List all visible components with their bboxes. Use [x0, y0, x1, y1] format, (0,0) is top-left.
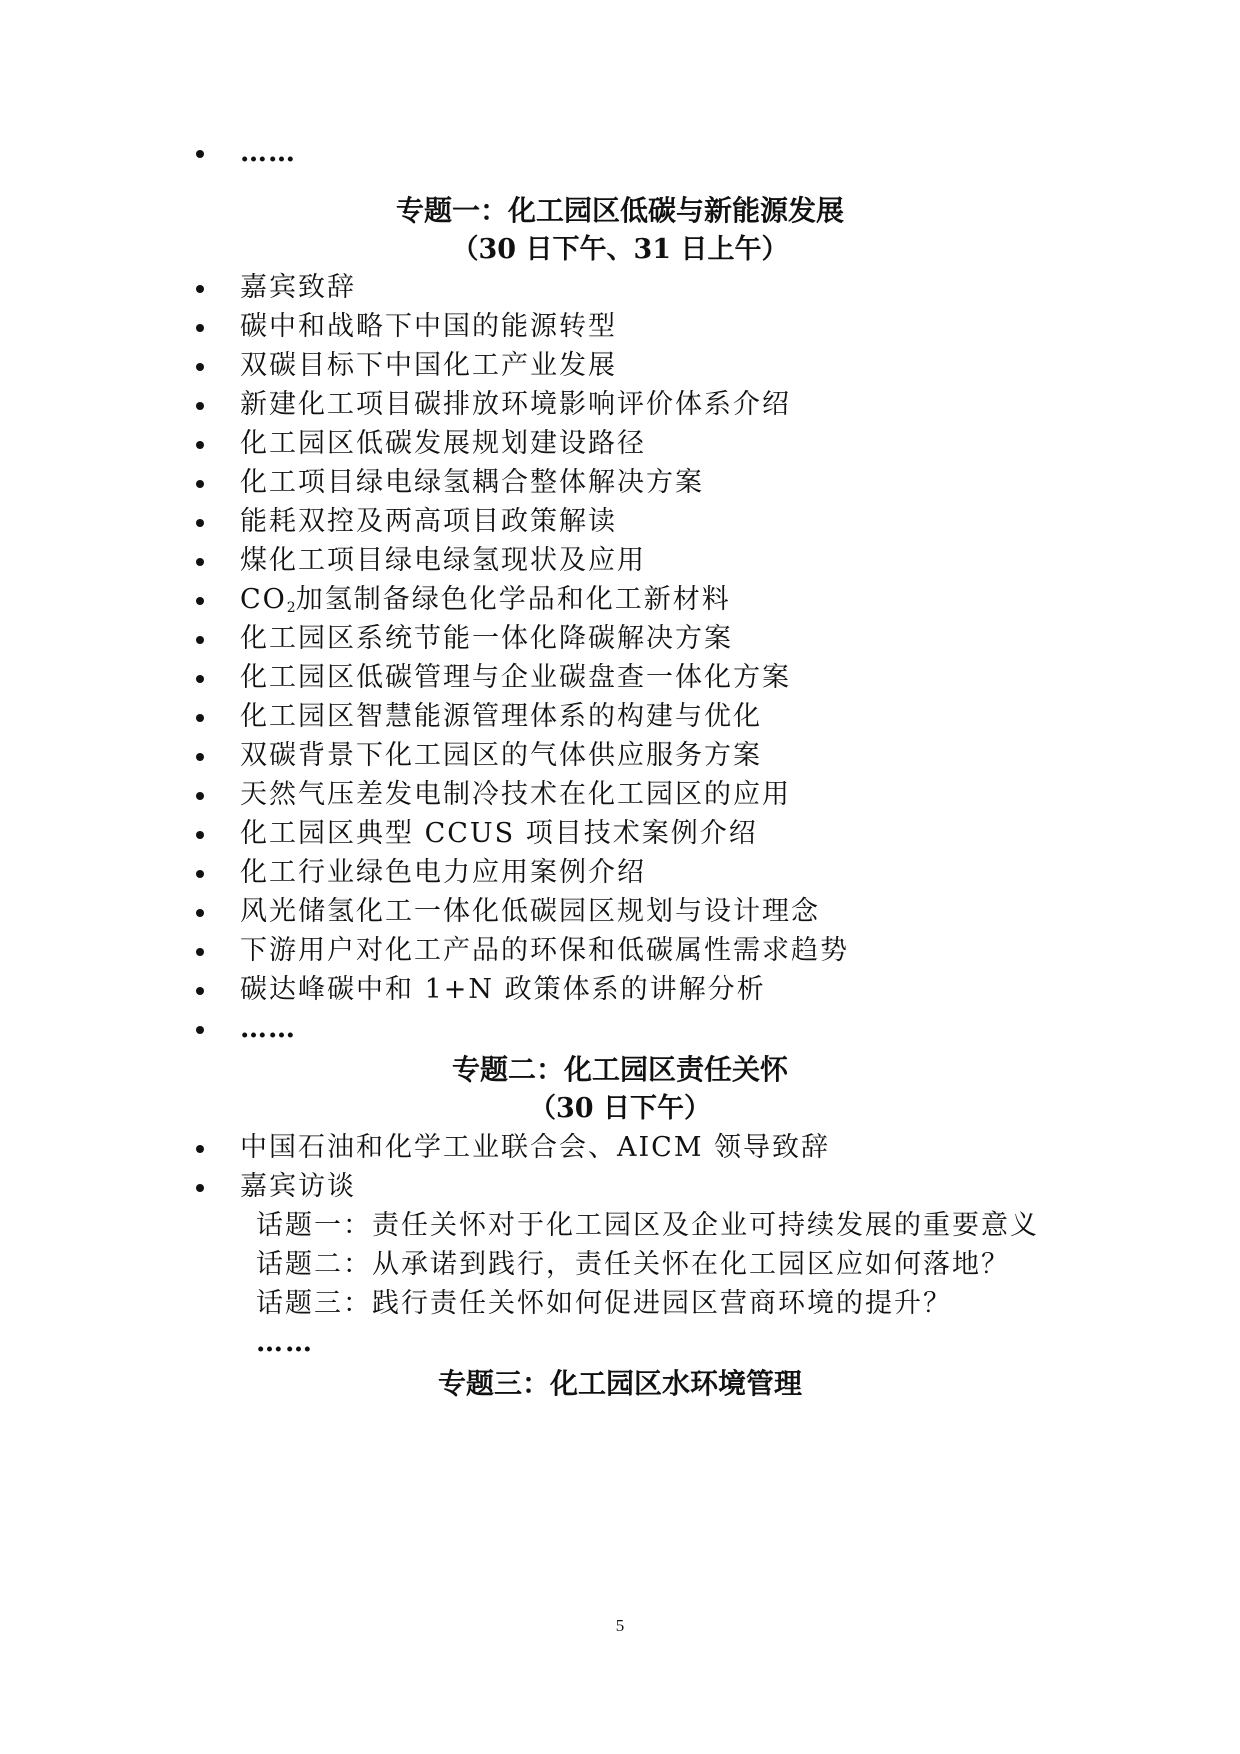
interview-topic: 话题三：践行责任关怀如何促进园区营商环境的提升？ — [256, 1288, 952, 1319]
interview-topic: …… — [256, 1327, 314, 1358]
list-item — [0, 385, 1240, 425]
list-item-text: …… — [240, 137, 296, 168]
list-item — [0, 541, 1240, 581]
bullet-icon — [196, 324, 204, 332]
list-item-text: 新建化工项目碳排放环境影响评价体系介绍 — [240, 389, 791, 420]
list-item — [0, 931, 1240, 971]
list-item-text: 双碳目标下中国化工产业发展 — [240, 350, 617, 381]
topic1-time: （30 日下午、31 日上午） — [451, 234, 789, 265]
bullet-icon — [196, 636, 204, 644]
co2-subscript: 2 — [286, 600, 296, 616]
list-item — [0, 775, 1240, 815]
list-item — [0, 307, 1240, 347]
list-item-text: 化工行业绿色电力应用案例介绍 — [240, 857, 646, 888]
bullet-icon — [196, 150, 204, 158]
list-item — [0, 658, 1240, 698]
bullet-icon — [196, 714, 204, 722]
list-item — [0, 814, 1240, 854]
bullet-icon — [196, 792, 204, 800]
bullet-icon — [196, 597, 204, 605]
list-item — [0, 892, 1240, 932]
list-item-text: 化工园区智慧能源管理体系的构建与优化 — [240, 701, 762, 732]
topic3-title: 专题三：化工园区水环境管理 — [437, 1367, 802, 1400]
list-item-text: 下游用户对化工产品的环保和低碳属性需求趋势 — [240, 935, 849, 966]
list-item-text: 风光储氢化工一体化低碳园区规划与设计理念 — [240, 896, 820, 927]
bullet-icon — [196, 285, 204, 293]
interview-topic: 话题二：从承诺到践行，责任关怀在化工园区应如何落地？ — [256, 1249, 1010, 1280]
list-item-text: 化工园区典型 CCUS 项目技术案例介绍 — [240, 818, 758, 849]
bullet-icon — [196, 480, 204, 488]
bullet-icon — [196, 753, 204, 761]
topic2-title: 专题二：化工园区责任关怀 — [451, 1053, 788, 1086]
list-item-text: 煤化工项目绿电绿氢现状及应用 — [240, 545, 646, 576]
bullet-icon — [196, 909, 204, 917]
list-item — [0, 580, 1240, 620]
topic1-title: 专题一：化工园区低碳与新能源发展 — [395, 194, 844, 227]
list-item-text: …… — [240, 1013, 296, 1044]
list-item-text: 能耗双控及两高项目政策解读 — [240, 506, 617, 537]
list-item — [0, 424, 1240, 464]
list-item-text: 嘉宾访谈 — [240, 1171, 356, 1202]
list-item-text: 化工园区低碳发展规划建设路径 — [240, 428, 646, 459]
list-item — [0, 346, 1240, 386]
co2-rest: 加氢制备绿色化学品和化工新材料 — [295, 584, 731, 615]
bullet-icon — [196, 987, 204, 995]
bullet-icon — [196, 558, 204, 566]
co2-label: CO — [240, 584, 287, 615]
bullet-icon — [196, 1145, 204, 1153]
bullet-icon — [196, 948, 204, 956]
page-number: 5 — [615, 1616, 625, 1635]
list-item — [0, 970, 1240, 1010]
list-item — [0, 736, 1240, 776]
bullet-icon — [196, 1026, 204, 1034]
bullet-icon — [196, 519, 204, 527]
topic2-time: （30 日下午） — [529, 1093, 711, 1124]
list-item — [0, 853, 1240, 893]
list-item-text: 双碳背景下化工园区的气体供应服务方案 — [240, 740, 762, 771]
bullet-icon — [196, 441, 204, 449]
list-item-text: 化工项目绿电绿氢耦合整体解决方案 — [240, 467, 704, 498]
list-item-text: 天然气压差发电制冷技术在化工园区的应用 — [240, 779, 791, 810]
bullet-icon — [196, 870, 204, 878]
interview-topic: 话题一：责任关怀对于化工园区及企业可持续发展的重要意义 — [256, 1210, 1039, 1241]
list-item — [0, 133, 1240, 173]
list-item-text: 化工园区低碳管理与企业碳盘查一体化方案 — [240, 662, 791, 693]
list-item-text: 化工园区系统节能一体化降碳解决方案 — [240, 623, 733, 654]
bullet-icon — [196, 402, 204, 410]
list-item-text: 中国石油和化学工业联合会、AICM 领导致辞 — [240, 1132, 831, 1163]
list-item — [0, 619, 1240, 659]
list-item — [0, 502, 1240, 542]
list-item — [0, 697, 1240, 737]
bullet-icon — [196, 831, 204, 839]
list-item-text: 碳达峰碳中和 1+N 政策体系的讲解分析 — [240, 974, 766, 1005]
list-item — [0, 268, 1240, 308]
bullet-icon — [196, 363, 204, 371]
list-item-text: 嘉宾致辞 — [240, 272, 356, 303]
bullet-icon — [196, 675, 204, 683]
bullet-icon — [196, 1184, 204, 1192]
list-item — [0, 463, 1240, 503]
list-item-text: 碳中和战略下中国的能源转型 — [240, 311, 617, 342]
list-item — [0, 1167, 1240, 1207]
list-item — [0, 1128, 1240, 1168]
list-item — [0, 1009, 1240, 1049]
